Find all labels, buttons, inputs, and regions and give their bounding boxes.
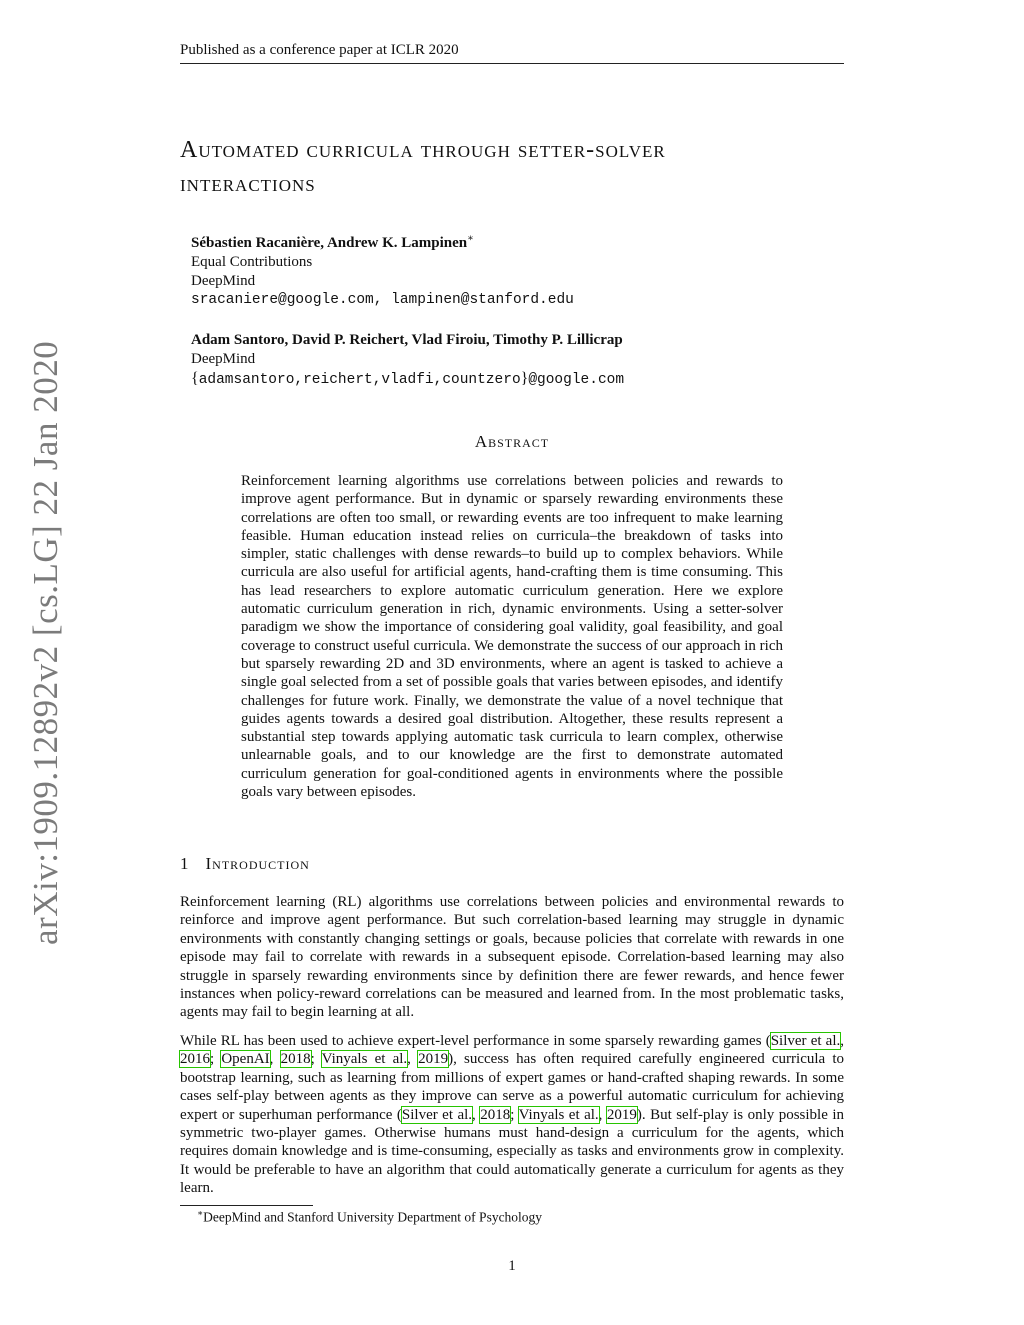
sep: ; bbox=[210, 1051, 222, 1068]
citation-openai-2018-year[interactable]: 2018 bbox=[280, 1051, 311, 1068]
title-line-2: interactions bbox=[180, 171, 316, 197]
sep: , bbox=[407, 1051, 419, 1068]
running-head: Published as a conference paper at ICLR 2020 bbox=[180, 42, 844, 64]
footnote-marker: ∗ bbox=[197, 1208, 204, 1218]
sep: , bbox=[840, 1033, 845, 1049]
section-number: 1 bbox=[180, 854, 190, 873]
citation-vinyals-2019-year[interactable]: 2019 bbox=[418, 1051, 449, 1068]
footnote-text: DeepMind and Stanford University Department of Psychology bbox=[203, 1209, 543, 1225]
sep: ; bbox=[310, 1051, 322, 1068]
footnote-rule bbox=[180, 1205, 313, 1206]
equal-contribution-marker: ∗ bbox=[467, 233, 474, 244]
equal-contributions-note: Equal Contributions bbox=[191, 254, 313, 270]
sep: , bbox=[472, 1106, 481, 1123]
emails-2-list: adamsantoro,reichert,vladfi,countzero bbox=[198, 372, 521, 388]
author-block-1 bbox=[191, 229, 841, 310]
section-title: Introduction bbox=[205, 854, 310, 873]
citation-silver-2016-year[interactable]: 2016 bbox=[180, 1051, 210, 1068]
title-line-1: Automated curricula through setter-solver bbox=[180, 137, 666, 163]
intro-paragraph-2 bbox=[180, 1032, 844, 1198]
citation-silver-2016-author[interactable]: Silver et al. bbox=[770, 1033, 841, 1049]
citation-silver-2018-year[interactable]: 2018 bbox=[480, 1106, 511, 1123]
citation-silver-2018-author[interactable]: Silver et al. bbox=[401, 1106, 473, 1123]
citation-vinyals-2019-author[interactable]: Vinyals et al. bbox=[321, 1051, 408, 1068]
author-names-2: Adam Santoro, David P. Reichert, Vlad Firoiu, Timothy P. Lillicrap bbox=[191, 332, 623, 348]
emails-2-domain: @google.com bbox=[528, 372, 625, 388]
citation-vinyals-2019b-year[interactable]: 2019 bbox=[606, 1106, 637, 1123]
emails-1: sracaniere@google.com, lampinen@stanford.edu bbox=[191, 292, 574, 308]
arxiv-stamp: arXiv:1909.12892v2 [cs.LG] 22 Jan 2020 bbox=[26, 340, 65, 945]
author-names-1 bbox=[191, 229, 841, 253]
intro-paragraph-1: Reinforcement learning (RL) algorithms use correlations between policies and environmental rewards to reinforce and improve agent performance. But such correlation-based learning may struggle in dynamic environments with constantly changing settings or goals, because policies that correlate with rewards in one episode may fail to correlate with rewards in a subsequent episode. Correlation-based learning may also struggle in sparsely rewarding environments since by definition there are fewer rewards, and hence fewer instances when policy-reward correlations can be measured and learned from. In the most problematic tasks, agents may fail to begin learning at all. bbox=[180, 894, 844, 1021]
page-number: 1 bbox=[508, 1258, 516, 1274]
abstract-heading: Abstract bbox=[474, 432, 550, 451]
sep: , bbox=[269, 1051, 281, 1068]
para2-text-1: While RL has been used to achieve expert-level performance in some sparsely rewarding games ( bbox=[180, 1033, 771, 1049]
sep: ; bbox=[510, 1106, 519, 1123]
para2-text-3: ). But self-play is only possible in symmetric two-player games. Otherwise humans must hand-design a curriculum for the agents, which requires domain knowledge and is time-consuming, especially as tasks and environments grow in complexity. It would be preferable to have an algorithm that could automatically generate a curriculum for agents as they learn. bbox=[180, 1106, 844, 1197]
citation-vinyals-2019b-author[interactable]: Vinyals et al. bbox=[518, 1106, 599, 1123]
affiliation-2: DeepMind bbox=[191, 351, 256, 367]
affiliation-1: DeepMind bbox=[191, 273, 256, 289]
brace-close: } bbox=[520, 370, 529, 387]
citation-openai-2018-author[interactable]: OpenAI bbox=[221, 1051, 270, 1068]
sep: , bbox=[598, 1106, 607, 1123]
paper-title bbox=[180, 133, 850, 201]
abstract-body: Reinforcement learning algorithms use correlations between policies and rewards to improve agent performance. But in dynamic or sparsely rewarding environments these correlations are often too small, or rewarding events are too infrequent to make learning feasible. Human education instead relies on curricula–the breakdown of tasks into simpler, static challenges with dense rewards–to build up to complex behaviors. While curricula are also useful for artificial agents, hand-crafting them is time consuming. This has lead researchers to explore automatic curriculum generation. Here we explore automatic curriculum generation in rich, dynamic environments. Using a setter-solver paradigm we show the importance of considering goal validity, goal feasibility, and goal coverage to construct useful curricula. We demonstrate the success of our approach in rich but sparsely rewarding 2D and 3D environments, where an agent is tasked to achieve a single goal selected from a set of possible goals that varies between episodes, and identify challenges for future work. Finally, we demonstrate the value of a novel technique that guides agents towards a desired goal distribution. Altogether, these results represent a substantial step towards applying automatic task curricula to learn complex, otherwise unlearnable goals, and to our knowledge are the first to demonstrate automated curriculum generation for goal-conditioned agents in environments where the possible goals vary between episodes. bbox=[241, 473, 783, 801]
para2-text-2: ), success has often required carefully engineered curricula to bootstrap learning, such as learning from millions of expert games or hand-crafted shaping rewards. In some cases self-play between agents as they improve can serve as a powerful automatic curriculum for achieving expert or superhuman performance ( bbox=[180, 1051, 845, 1123]
author-names-1-text: Sébastien Racanière, Andrew K. Lampinen bbox=[191, 235, 468, 251]
emails-2 bbox=[191, 369, 841, 390]
brace-open: { bbox=[191, 370, 199, 387]
footnote bbox=[197, 1208, 542, 1226]
section-heading-introduction bbox=[180, 854, 310, 874]
author-block-2 bbox=[191, 331, 841, 390]
